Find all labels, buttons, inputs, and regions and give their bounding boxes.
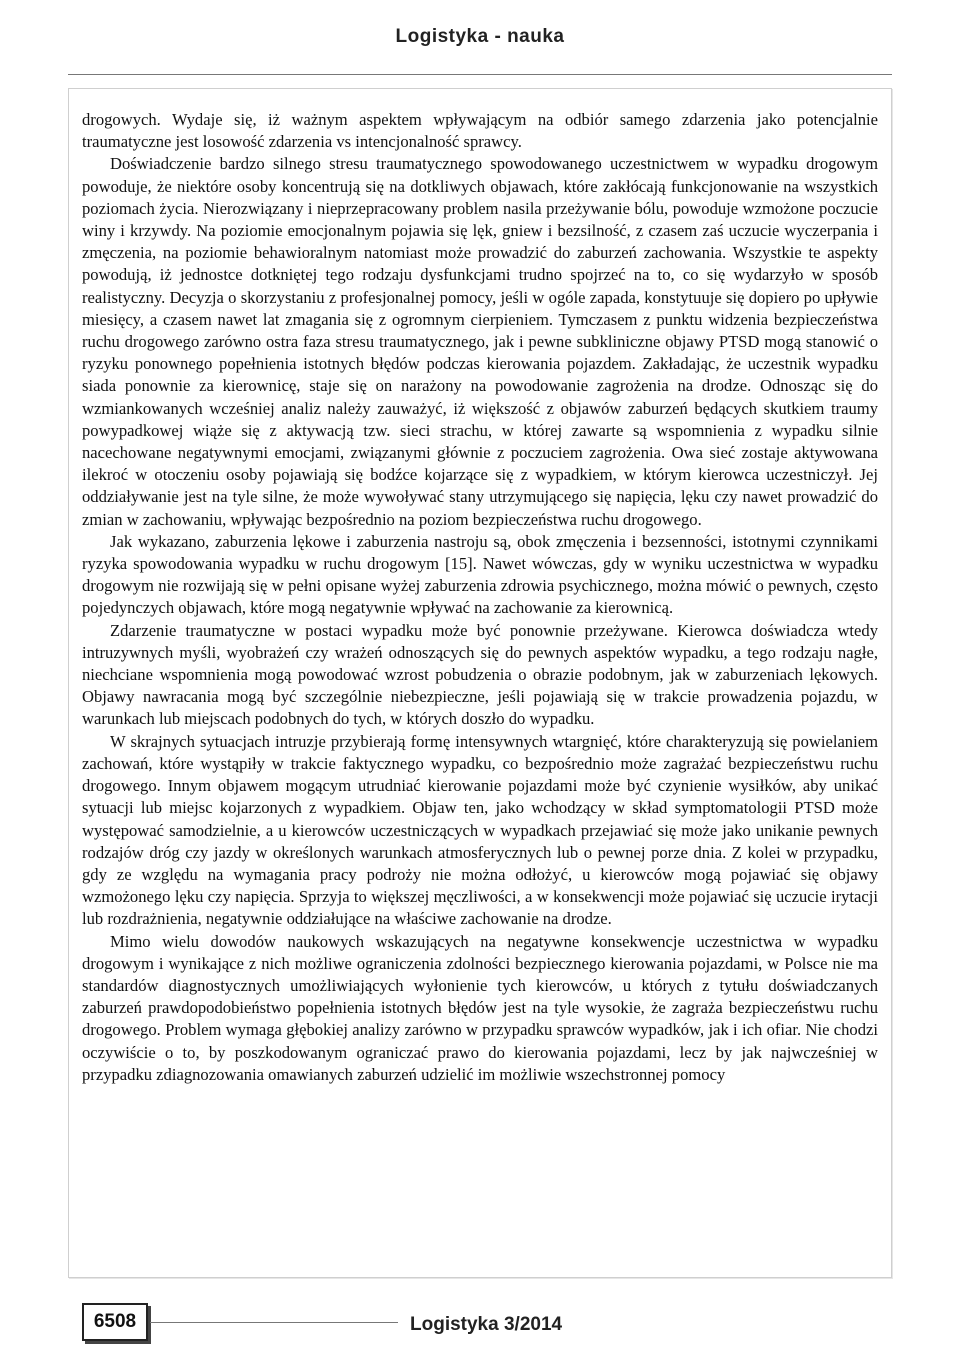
journal-issue-label: Logistyka 3/2014 — [410, 1314, 563, 1335]
paragraph-5: W skrajnych sytuacjach intruzje przybierają formę intensywnych wtargnięć, które charakteryzują się powielaniem zachowań, które wystąpiły w trakcie faktycznego wypadku, co bezpośrednio może zagrażać bezpieczeństwu ruchu drogowego. Innym objawem mogącym utrudniać kierowanie pojazdami może być czynienie wysiłków, aby unikać sytuacji lub miejsc kojarzonych z wypadkiem. Objaw ten, jako wchodzący w skład symptomatologii PTSD może występować samodzielnie, a u kierowców uczestniczących w wypadkach przejawiać się może jako unikanie pewnych rodzajów dróg czy jazdy w określonych warunkach atmosferycznych lub o pewnej porze dnia. Z kolei w przypadku, gdy ze względu na wymagania pracy podroży nie można odłożyć, u kierowców mogą pojawiać się objawy wzmożonego lęku czy napięcia. Sprzyja to większej męczliwości, a w konsekwencji może pojawiać się uczucie irytacji lub rozdrażnienia, negatywnie oddziałujące na właściwe zachowanie na drodze. — [82, 731, 878, 929]
paragraph-6: Mimo wielu dowodów naukowych wskazujących na negatywne konsekwencje uczestnictwa w wypadku drogowym i wynikające z nich możliwe ograniczenia zdolności bezpiecznego kierowania pojazdami, w Polsce nie ma standardów diagnostycznych umożliwiających wyłonienie tych kierowców, u których z tytułu doświadczanych zaburzeń prawdopodobieństwo popełnienia istotnych błędów jest na tyle wysokie, że zagraża bezpieczeństwu ruchu drogowego. Problem wymaga głębokiej analizy zarówno w przypadku sprawców wypadków, jak i ich ofiar. Nie chodzi oczywiście o to, by poszkodowanym ograniczać prawo do kierowania pojazdami, lecz by jak najwcześniej w przypadku zdiagnozowania omawianych zaburzeń udzielić im możliwie wszechstronnej pomocy — [82, 931, 878, 1084]
article-body — [82, 109, 878, 1086]
paragraph-4: Zdarzenie traumatyczne w postaci wypadku może być ponownie przeżywane. Kierowca doświadcza wtedy intruzywnych myśli, wyobrażeń czy wrażeń odnoszących się do pewnych aspektów wypadku, a tego rodzaju nagłe, niechciane wspomnienia mogą powodować wzrost pobudzenia o obrazie podobnym, jak w zaburzeniach lękowych. Objawy nawracania mogą być szczególnie niebezpieczne, jeśli pojawiają się w trakcie prowadzenia pojazdu, w warunkach lub miejscach podobnych do tych, w których doszło do wypadku. — [82, 620, 878, 729]
paragraph-2: Doświadczenie bardzo silnego stresu traumatycznego spowodowanego uczestnictwem w wypadku drogowym powoduje, że niektóre osoby koncentrują się na dotkliwych objawach, które zakłócają funkcjonowanie na wszystkich poziomach życia. Nierozwiązany i nieprzepracowany problem nasila przeżywanie bólu, powoduje wzmożone poczucie winy i krzywdy. Na poziomie emocjonalnym pojawia się lęk, gniew i bezsilność, z czasem zaś uczucie wyczerpania i zmęczenia, na poziomie behawioralnym natomiast może prowadzić do zaburzeń zachowania. Wszystkie te aspekty powodują, iż jednostce dotkniętej tego rodzaju dysfunkcjami trudno spojrzeć na to, co się wydarzyło w sposób realistyczny. Decyzja o skorzystaniu z profesjonalnej pomocy, jeśli w ogóle zapada, konstytuuje się dopiero po upływie miesięcy, a czasem nawet lat zmagania się z ogromnym cierpieniem. Tymczasem z punktu widzenia bezpieczeństwa ruchu drogowego zarówno ostra faza stresu traumatycznego, jak i pewne subkliniczne objawy PTSD mogą stanowić o ryzyku ponownego popełnienia istotnych błędów podczas kierowania pojazdem. Zakładając, że uczestnik wypadku siada ponownie za kierownicę, staje się on narażony na powodowanie zagrożenia na drodze. Odnosząc się do wzmiankowanych wcześniej analiz należy zauważyć, iż większość z objawów zaburzeń będących skutkiem traumy powypadkowej wiąże się z aktywacją tzw. sieci strachu, w której zawarte są wspomnienia z wypadku silnie nacechowane negatywnymi emocjami, związanymi głównie z poczuciem zagrożenia. Owa sieć zostaje aktywowana ilekroć w otoczeniu osoby pojawiają się bodźce kojarzące się z wypadkiem, w którym kierowca uczestniczył. Jej oddziaływanie jest na tyle silne, że może wywoływać stany utrzymującego się napięcia, lęku czy nawet prowadzić do zmian w zachowaniu, wpływając bezpośrednio na poziom bezpieczeństwa ruchu drogowego. — [82, 154, 878, 529]
paragraph-1: drogowych. Wydaje się, iż ważnym aspektem wpływającym na odbiór samego zdarzenia jako potencjalnie traumatyczne jest losowość zdarzenia vs intencjonalność sprawcy. — [82, 110, 878, 152]
footer-divider — [150, 1322, 398, 1323]
running-header: Logistyka - nauka — [395, 26, 565, 47]
page-number-box: 6508 — [82, 1303, 148, 1341]
paragraph-3: Jak wykazano, zaburzenia lękowe i zaburzenia nastroju są, obok zmęczenia i bezsenności, istotnymi czynnikami ryzyka spowodowania wypadku w ruchu drogowym [15]. Nawet wówczas, gdy w wyniku uczestnictwa w wypadku drogowym nie rozwijają się w pełni opisane wyżej zaburzenia zdrowia psychicznego, można mówić o pewnych, często pojedynczych objawach, które mogą negatywnie wpływać na zachowanie za kierownicą. — [82, 531, 878, 618]
header-divider — [68, 74, 892, 75]
